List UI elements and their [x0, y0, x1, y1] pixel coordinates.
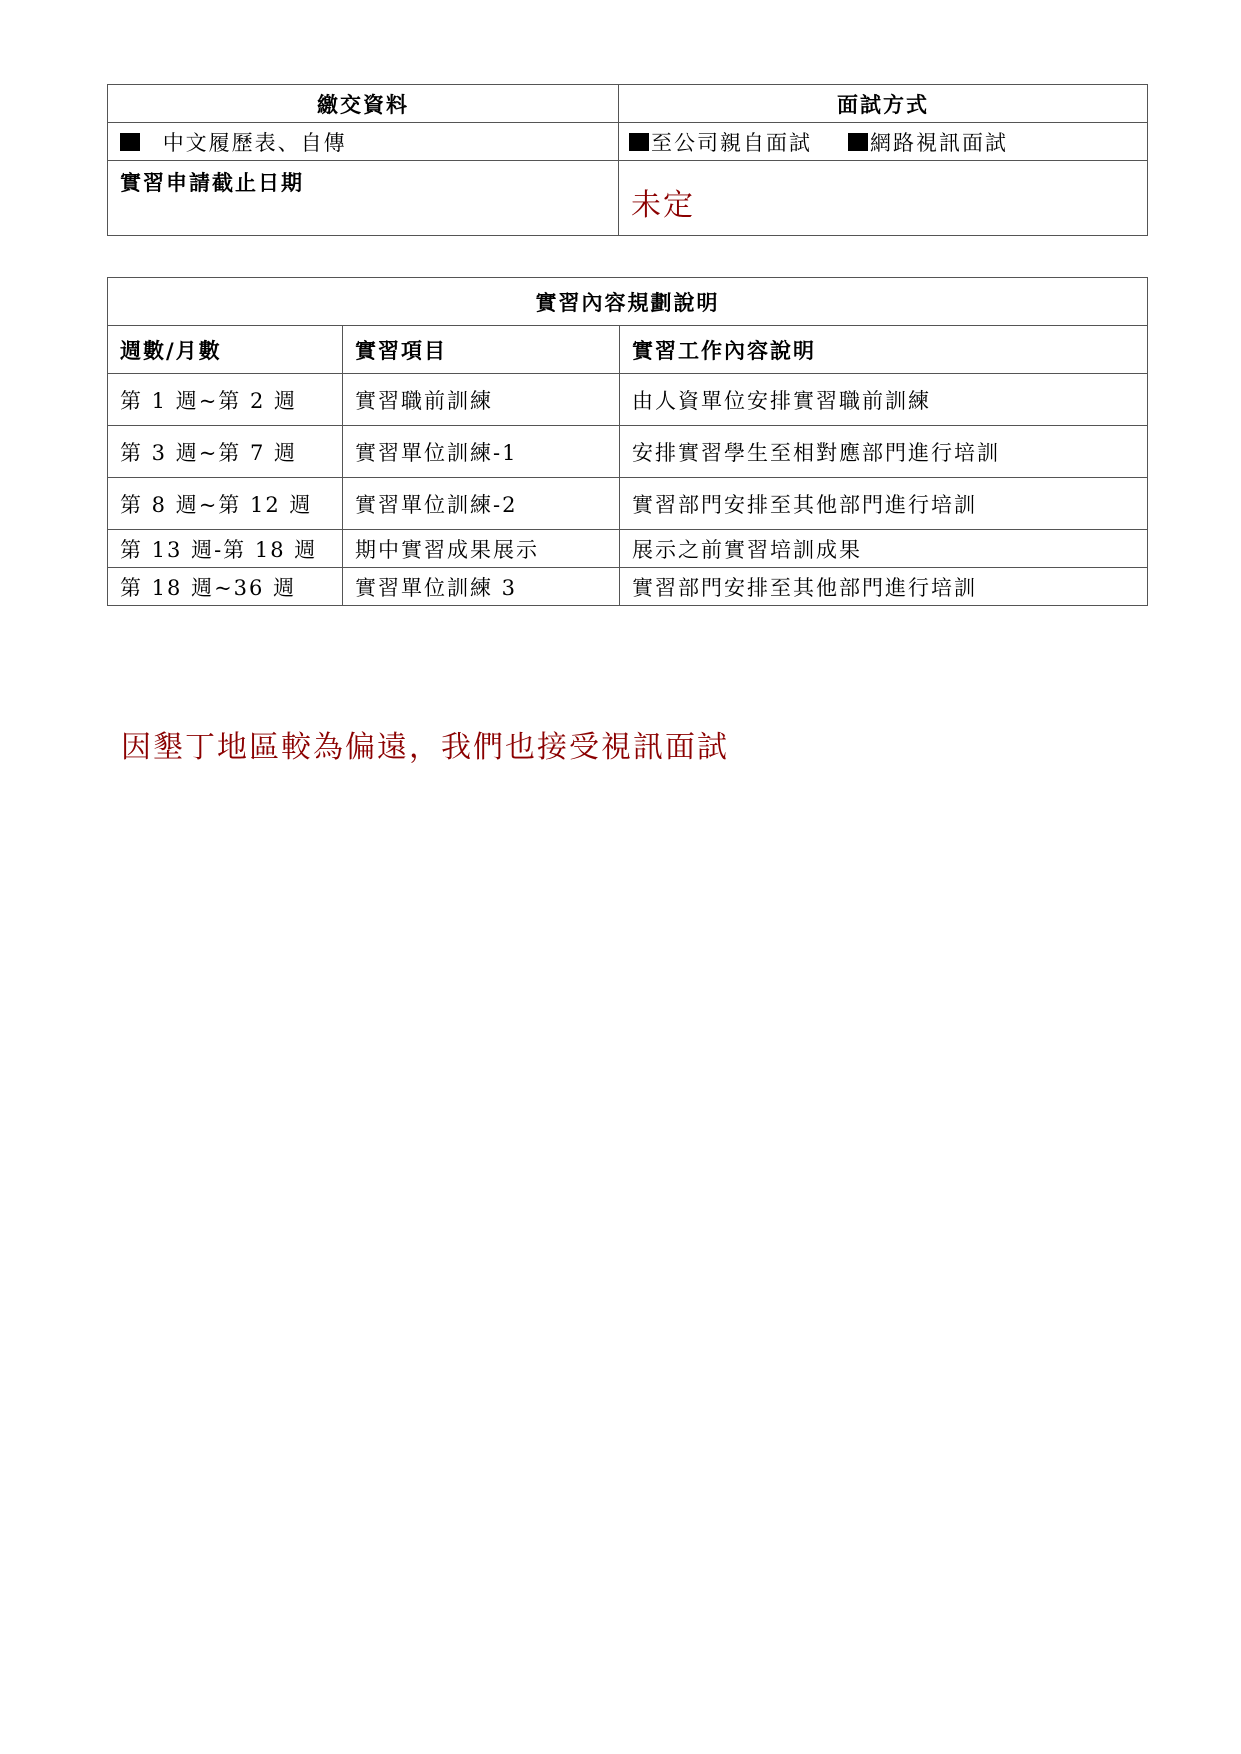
checkbox-checked-icon	[848, 133, 868, 151]
row-description: 安排實習學生至相對應部門進行培訓	[620, 426, 1148, 478]
documents-header: 繳交資料	[108, 85, 619, 123]
documents-cell	[108, 123, 619, 161]
row-weeks: 第 8 週~第 12 週	[108, 478, 343, 530]
row-item: 期中實習成果展示	[343, 530, 620, 568]
column-header-weeks: 週數/月數	[108, 326, 343, 374]
deadline-value: 未定	[619, 161, 1148, 236]
row-description: 展示之前實習培訓成果	[620, 530, 1148, 568]
row-description: 實習部門安排至其他部門進行培訓	[620, 478, 1148, 530]
table-row	[108, 568, 1148, 606]
interview-option-video: 網路視訊面試	[870, 130, 1008, 155]
row-description: 由人資單位安排實習職前訓練	[620, 374, 1148, 426]
row-item: 實習單位訓練-1	[343, 426, 620, 478]
checkbox-checked-icon	[629, 133, 649, 151]
checkbox-checked-icon	[120, 133, 140, 151]
video-interview-note: 因墾丁地區較為偏遠，我們也接受視訊面試	[121, 730, 729, 765]
row-weeks: 第 13 週-第 18 週	[108, 530, 343, 568]
table-row	[108, 426, 1148, 478]
interview-method-header: 面試方式	[619, 85, 1148, 123]
documents-value: 中文履歷表、自傳	[162, 130, 347, 155]
column-header-item: 實習項目	[343, 326, 620, 374]
row-description: 實習部門安排至其他部門進行培訓	[620, 568, 1148, 606]
table-row	[108, 478, 1148, 530]
row-weeks: 第 1 週~第 2 週	[108, 374, 343, 426]
interview-option-in-person: 至公司親自面試	[651, 130, 812, 155]
interview-options-cell	[619, 123, 1148, 161]
row-weeks: 第 3 週~第 7 週	[108, 426, 343, 478]
row-item: 實習職前訓練	[343, 374, 620, 426]
internship-plan-table	[107, 277, 1148, 606]
table-row	[108, 374, 1148, 426]
row-item: 實習單位訓練-2	[343, 478, 620, 530]
application-info-table	[107, 84, 1148, 236]
plan-table-title: 實習內容規劃說明	[108, 278, 1148, 326]
table-row	[108, 530, 1148, 568]
deadline-label: 實習申請截止日期	[108, 161, 619, 236]
column-header-description: 實習工作內容說明	[620, 326, 1148, 374]
row-weeks: 第 18 週~36 週	[108, 568, 343, 606]
row-item: 實習單位訓練 3	[343, 568, 620, 606]
